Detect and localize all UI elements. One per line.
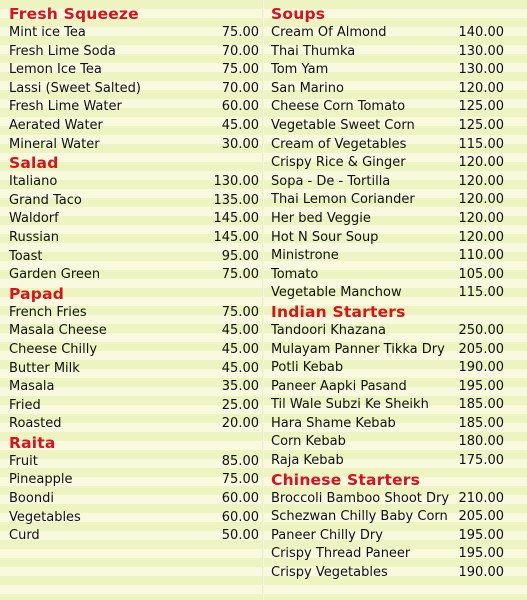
item-price: 50.00 [221,528,259,544]
menu-item [0,453,262,472]
menu-item [0,24,262,43]
item-price: 130.00 [213,174,259,190]
menu-item [0,322,262,341]
menu-item [264,396,524,415]
item-name: Russian [9,229,60,245]
menu-item [264,433,524,452]
menu-item [0,490,262,509]
item-name: Mineral Water [9,136,100,152]
menu-item [264,43,524,62]
item-name: Potli Kebab [271,360,344,376]
menu-item [0,360,262,379]
item-price: 110.00 [458,248,504,264]
menu-item [0,471,262,490]
item-name: Vegetables [9,509,81,525]
item-name: Sopa - De - Tortilla [271,173,391,189]
menu-item [264,564,524,583]
item-price: 205.00 [458,509,504,525]
item-price: 60.00 [221,99,259,115]
menu-item [264,452,524,471]
item-price: 145.00 [213,229,259,245]
section-heading: Fresh Squeeze [9,5,139,23]
item-name: Cheese Chilly [9,341,98,357]
menu-item [264,284,524,303]
menu-section-papad [0,285,262,434]
item-name: Broccoli Bamboo Shoot Dry [271,490,450,506]
item-name: Butter Milk [9,360,80,376]
item-price: 120.00 [458,155,504,171]
item-price: 60.00 [221,509,259,525]
item-name: French Fries [9,304,87,320]
item-name: Fresh Lime Water [9,99,122,115]
item-name: Paneer Aapki Pasand [271,378,407,394]
menu-item [0,192,262,211]
menu-item [0,304,262,323]
item-price: 120.00 [458,192,504,208]
item-price: 70.00 [221,80,259,96]
item-name: Crispy Thread Paneer [271,546,411,562]
menu-item [0,98,262,117]
item-name: Italiano [9,174,58,190]
item-price: 75.00 [221,267,259,283]
item-price: 20.00 [221,416,259,432]
item-name: Aerated Water [9,117,103,133]
item-price: 25.00 [221,397,259,413]
item-price: 120.00 [458,229,504,245]
item-price: 195.00 [458,546,504,562]
item-price: 30.00 [221,136,259,152]
menu-item [264,415,524,434]
menu-item [0,415,262,434]
menu-item [264,247,524,266]
item-price: 45.00 [221,341,259,357]
menu-section-soups [264,5,524,303]
item-name: Curd [9,528,40,544]
item-name: Tom Yam [271,62,329,78]
item-name: Thai Lemon Coriander [271,192,415,208]
item-price: 190.00 [458,565,504,581]
item-price: 210.00 [458,490,504,506]
item-name: Crispy Vegetables [271,565,388,581]
menu-item [0,509,262,528]
item-price: 140.00 [458,25,504,40]
menu-item [264,378,524,397]
item-price: 45.00 [221,117,259,133]
item-name: Corn Kebab [271,434,346,450]
item-name: Masala Cheese [9,323,107,339]
menu-section-raita [0,434,262,546]
item-price: 130.00 [458,62,504,78]
menu-item [264,322,524,341]
item-price: 205.00 [458,341,504,357]
item-name: Til Wale Subzi Ke Sheikh [271,397,429,413]
item-name: Fresh Lime Soda [9,43,116,59]
item-price: 250.00 [458,322,504,338]
item-price: 115.00 [458,136,504,152]
menu-section-fresh-squeeze [0,5,262,154]
menu-item [0,136,262,155]
menu-item [0,527,262,546]
item-price: 85.00 [221,453,259,469]
item-name: Lassi (Sweet Salted) [9,80,141,96]
item-name: Garden Green [9,267,101,283]
section-heading: Soups [271,5,326,23]
item-name: Paneer Chilly Dry [271,527,383,543]
item-name: Pineapple [9,472,73,488]
item-name: Thai Thumka [271,43,356,59]
item-price: 70.00 [221,43,259,59]
item-price: 75.00 [221,472,259,488]
menu-item [264,359,524,378]
item-price: 180.00 [458,434,504,450]
item-price: 60.00 [221,491,259,507]
item-name: Cheese Corn Tomato [271,99,406,115]
menu-column-left [0,5,262,546]
item-name: Tomato [271,266,319,282]
item-name: San Marino [271,80,344,96]
menu-item [264,154,524,173]
menu-item [264,341,524,360]
item-price: 75.00 [221,62,259,78]
item-name: Raja Kebab [271,453,344,469]
item-price: 95.00 [221,248,259,264]
menu-item [0,173,262,192]
menu-item [264,508,524,527]
section-heading: Raita [9,433,56,452]
menu-item [0,266,262,285]
menu-item [264,210,524,229]
item-name: Fruit [9,453,38,469]
menu-item [264,136,524,155]
menu-item [0,80,262,99]
menu-item [264,24,524,43]
menu-section-chinese-starters [264,471,524,583]
item-name: Hot N Sour Soup [271,229,379,245]
item-name: Cream Of Almond [271,25,387,40]
item-name: Waldorf [9,211,59,227]
item-price: 185.00 [458,397,504,413]
item-name: Masala [9,379,55,395]
item-name: Hara Shame Kebab [271,415,396,431]
item-name: Lemon Ice Tea [9,62,102,78]
menu-item [0,397,262,416]
menu-item [264,527,524,546]
menu-item [264,266,524,285]
item-price: 45.00 [221,360,259,376]
item-name: Fried [9,397,41,413]
menu-item [0,117,262,136]
item-price: 145.00 [213,211,259,227]
menu-column-right [264,5,524,583]
item-price: 135.00 [213,192,259,208]
item-price: 130.00 [458,43,504,59]
item-name: Vegetable Sweet Corn [271,117,415,133]
menu-item [264,173,524,192]
item-price: 195.00 [458,378,504,394]
item-name: Roasted [9,416,62,432]
section-heading: Chinese Starters [271,470,421,489]
item-name: Cream of Vegetables [271,136,407,152]
item-name: Crispy Rice & Ginger [271,155,406,171]
item-price: 75.00 [221,25,259,40]
item-name: Mint ice Tea [9,25,86,40]
item-name: Grand Taco [9,192,82,208]
item-name: Tandoori Khazana [271,322,386,338]
item-name: Mulayam Panner Tikka Dry [271,341,445,357]
menu-item [0,341,262,360]
menu-section-indian-starters [264,303,524,471]
menu-item [0,210,262,229]
menu-item [264,545,524,564]
menu-item [0,43,262,62]
item-price: 120.00 [458,80,504,96]
item-price: 125.00 [458,117,504,133]
section-heading: Salad [9,154,59,173]
menu-item [264,80,524,99]
item-price: 120.00 [458,210,504,226]
menu-item [264,117,524,136]
item-price: 115.00 [458,285,504,301]
item-price: 175.00 [458,453,504,469]
item-price: 75.00 [221,304,259,320]
item-price: 35.00 [221,379,259,395]
section-heading: Papad [9,284,65,303]
menu-item [0,61,262,80]
menu-section-salad [0,154,262,285]
menu-item [264,98,524,117]
item-price: 105.00 [458,266,504,282]
item-name: Toast [9,248,43,264]
item-price: 185.00 [458,415,504,431]
item-price: 45.00 [221,323,259,339]
menu-item [0,248,262,267]
menu-item [264,490,524,509]
item-price: 195.00 [458,527,504,543]
menu-item [264,191,524,210]
item-price: 190.00 [458,360,504,376]
item-name: Boondi [9,491,54,507]
item-name: Vegetable Manchow [271,285,402,301]
menu-item [0,378,262,397]
section-heading: Indian Starters [271,302,406,321]
item-name: Ministrone [271,248,339,264]
item-name: Schezwan Chilly Baby Corn [271,509,448,525]
item-name: Her bed Veggie [271,210,371,226]
menu-item [0,229,262,248]
item-price: 120.00 [458,173,504,189]
menu-item [264,229,524,248]
item-price: 125.00 [458,99,504,115]
menu-item [264,61,524,80]
